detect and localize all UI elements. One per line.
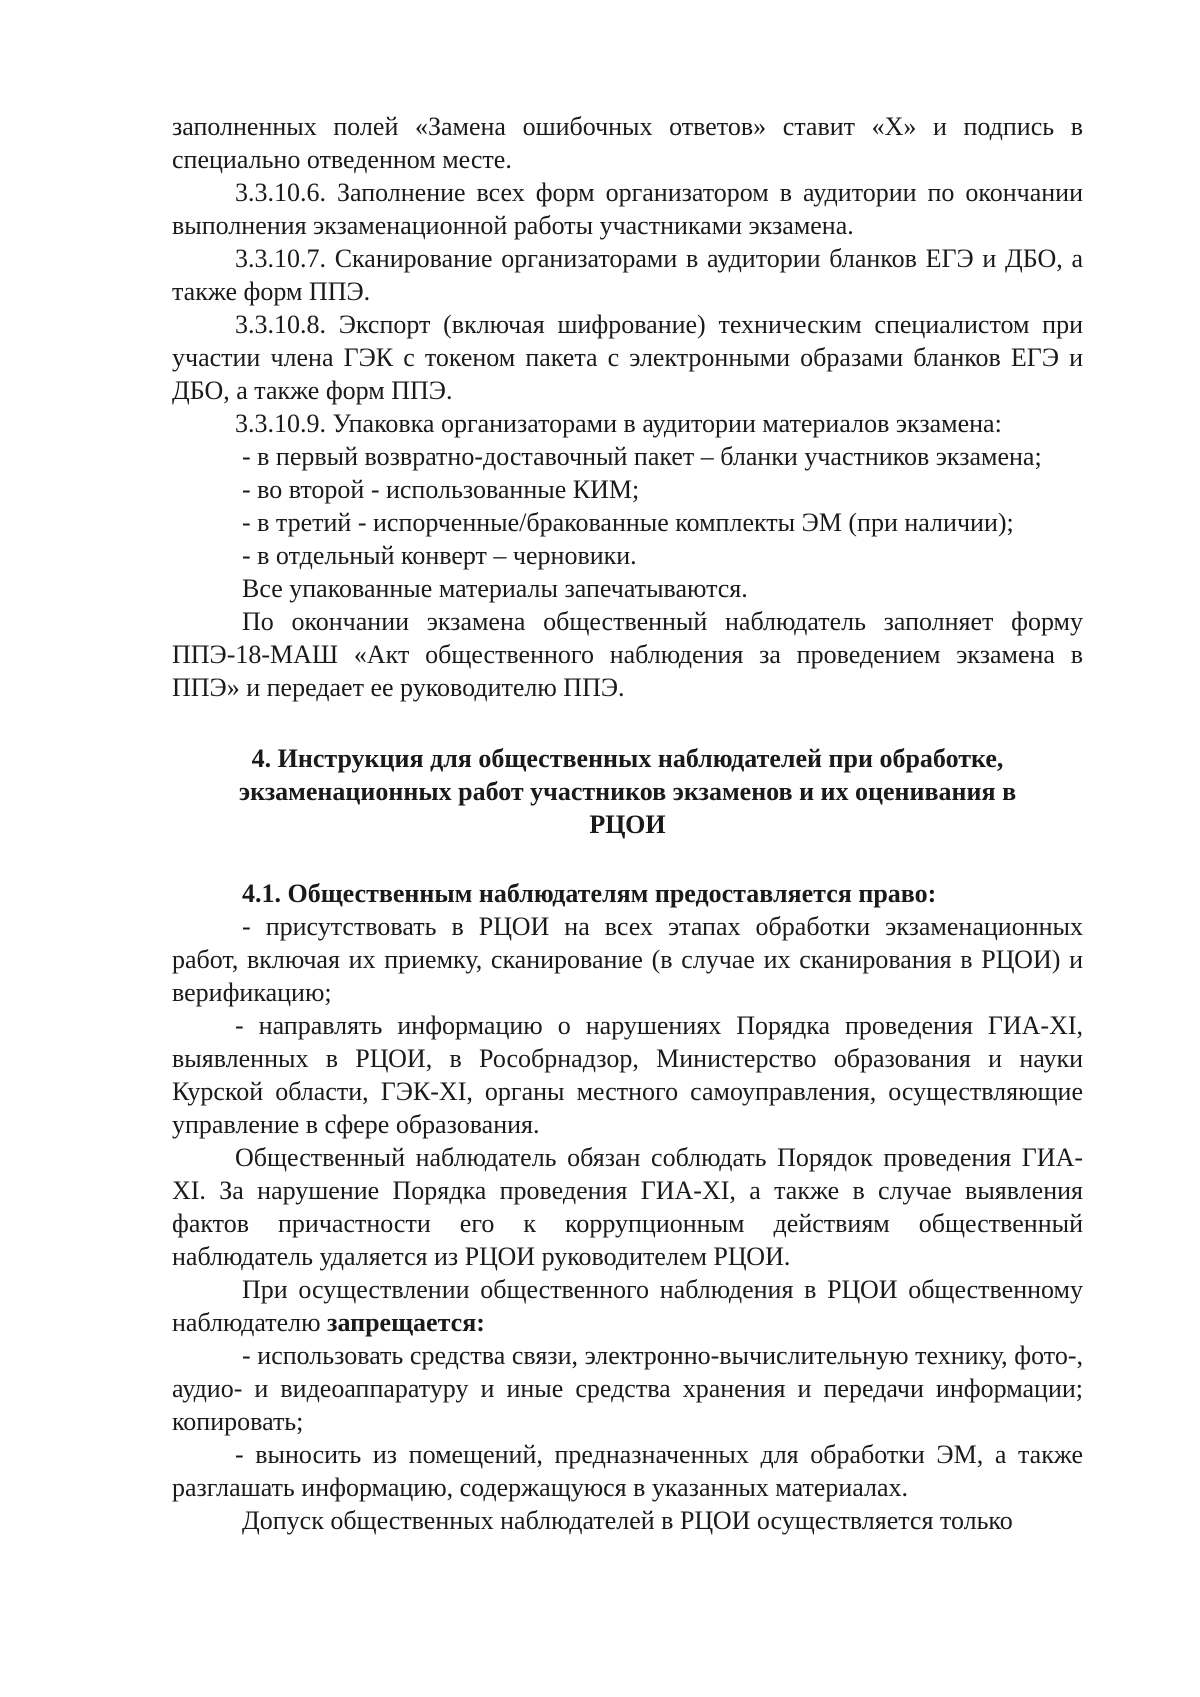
section-4-heading: 4. Инструкция для общественных наблюдателей при обработке, экзаменационных работ участников экзаменов и их оценивания в РЦОИ bbox=[238, 744, 1017, 839]
paragraph-admission: Допуск общественных наблюдателей в РЦОИ осуществляется только bbox=[242, 1506, 1013, 1535]
paragraph-3-3-10-9: 3.3.10.9. Упаковка организаторами в аудитории материалов экзамена: bbox=[235, 409, 1002, 438]
paragraph-observer-form: По окончании экзамена общественный наблюдатель заполняет форму ППЭ-18-МАШ «Акт общественного наблюдения за проведением экзамена в ППЭ» и передает ее руководителю ППЭ. bbox=[172, 607, 1083, 702]
rights-item-attend: - присутствовать в РЦОИ на всех этапах обработки экзаменационных работ, включая их приемку, сканирование (в случае их сканирования в РЦОИ) и верификацию; bbox=[172, 912, 1083, 1007]
paragraph-sealed: Все упакованные материалы запечатываются. bbox=[242, 574, 748, 603]
rights-item-report: - направлять информацию о нарушениях Порядка проведения ГИА-XI, выявленных в РЦОИ, в Рособрнадзор, Министерство образования и науки Курской области, ГЭК-XI, органы местного самоуправления, осуществляющие управление в сфере образования. bbox=[172, 1011, 1083, 1139]
paragraph-continuation: заполненных полей «Замена ошибочных ответов» ставит «X» и подпись в специально отведенном месте. bbox=[172, 112, 1083, 174]
document-body bbox=[172, 110, 1083, 1537]
paragraph-3-3-10-6: 3.3.10.6. Заполнение всех форм организатором в аудитории по окончании выполнения экзаменационной работы участниками экзамена. bbox=[172, 178, 1083, 240]
prohibited-word: запрещается: bbox=[327, 1308, 485, 1337]
prohibited-intro-text: При осуществлении общественного наблюдения в РЦОИ общественному наблюдателю bbox=[172, 1275, 1083, 1337]
list-item-second-packet: - во второй - использованные КИМ; bbox=[242, 475, 640, 504]
list-item-third-packet: - в третий - испорченные/бракованные комплекты ЭМ (при наличии); bbox=[242, 508, 1014, 537]
section-4-1-heading: 4.1. Общественным наблюдателям предоставляется право: bbox=[242, 879, 937, 908]
paragraph-obligation: Общественный наблюдатель обязан соблюдать Порядок проведения ГИА-XI. За нарушение Порядка проведения ГИА-XI, а также в случае выявления фактов причастности его к коррупционным действиям общественный наблюдатель удаляется из РЦОИ руководителем РЦОИ. bbox=[172, 1143, 1083, 1271]
list-item-envelope: - в отдельный конверт – черновики. bbox=[242, 541, 637, 570]
paragraph-3-3-10-7: 3.3.10.7. Сканирование организаторами в аудитории бланков ЕГЭ и ДБО, а также форм ППЭ. bbox=[172, 244, 1083, 306]
prohibited-item-disclosure: - выносить из помещений, предназначенных для обработки ЭМ, а также разглашать информацию, содержащуюся в указанных материалах. bbox=[172, 1440, 1083, 1502]
paragraph-prohibited-intro bbox=[172, 1273, 1083, 1339]
prohibited-item-devices: - использовать средства связи, электронно-вычислительную технику, фото-, аудио- и видеоаппаратуру и иные средства хранения и передачи информации; копировать; bbox=[172, 1341, 1083, 1436]
list-item-first-packet: - в первый возвратно-доставочный пакет – бланки участников экзамена; bbox=[242, 442, 1042, 471]
paragraph-3-3-10-8: 3.3.10.8. Экспорт (включая шифрование) техническим специалистом при участии члена ГЭК с токеном пакета с электронными образами бланков ЕГЭ и ДБО, а также форм ППЭ. bbox=[172, 310, 1083, 405]
